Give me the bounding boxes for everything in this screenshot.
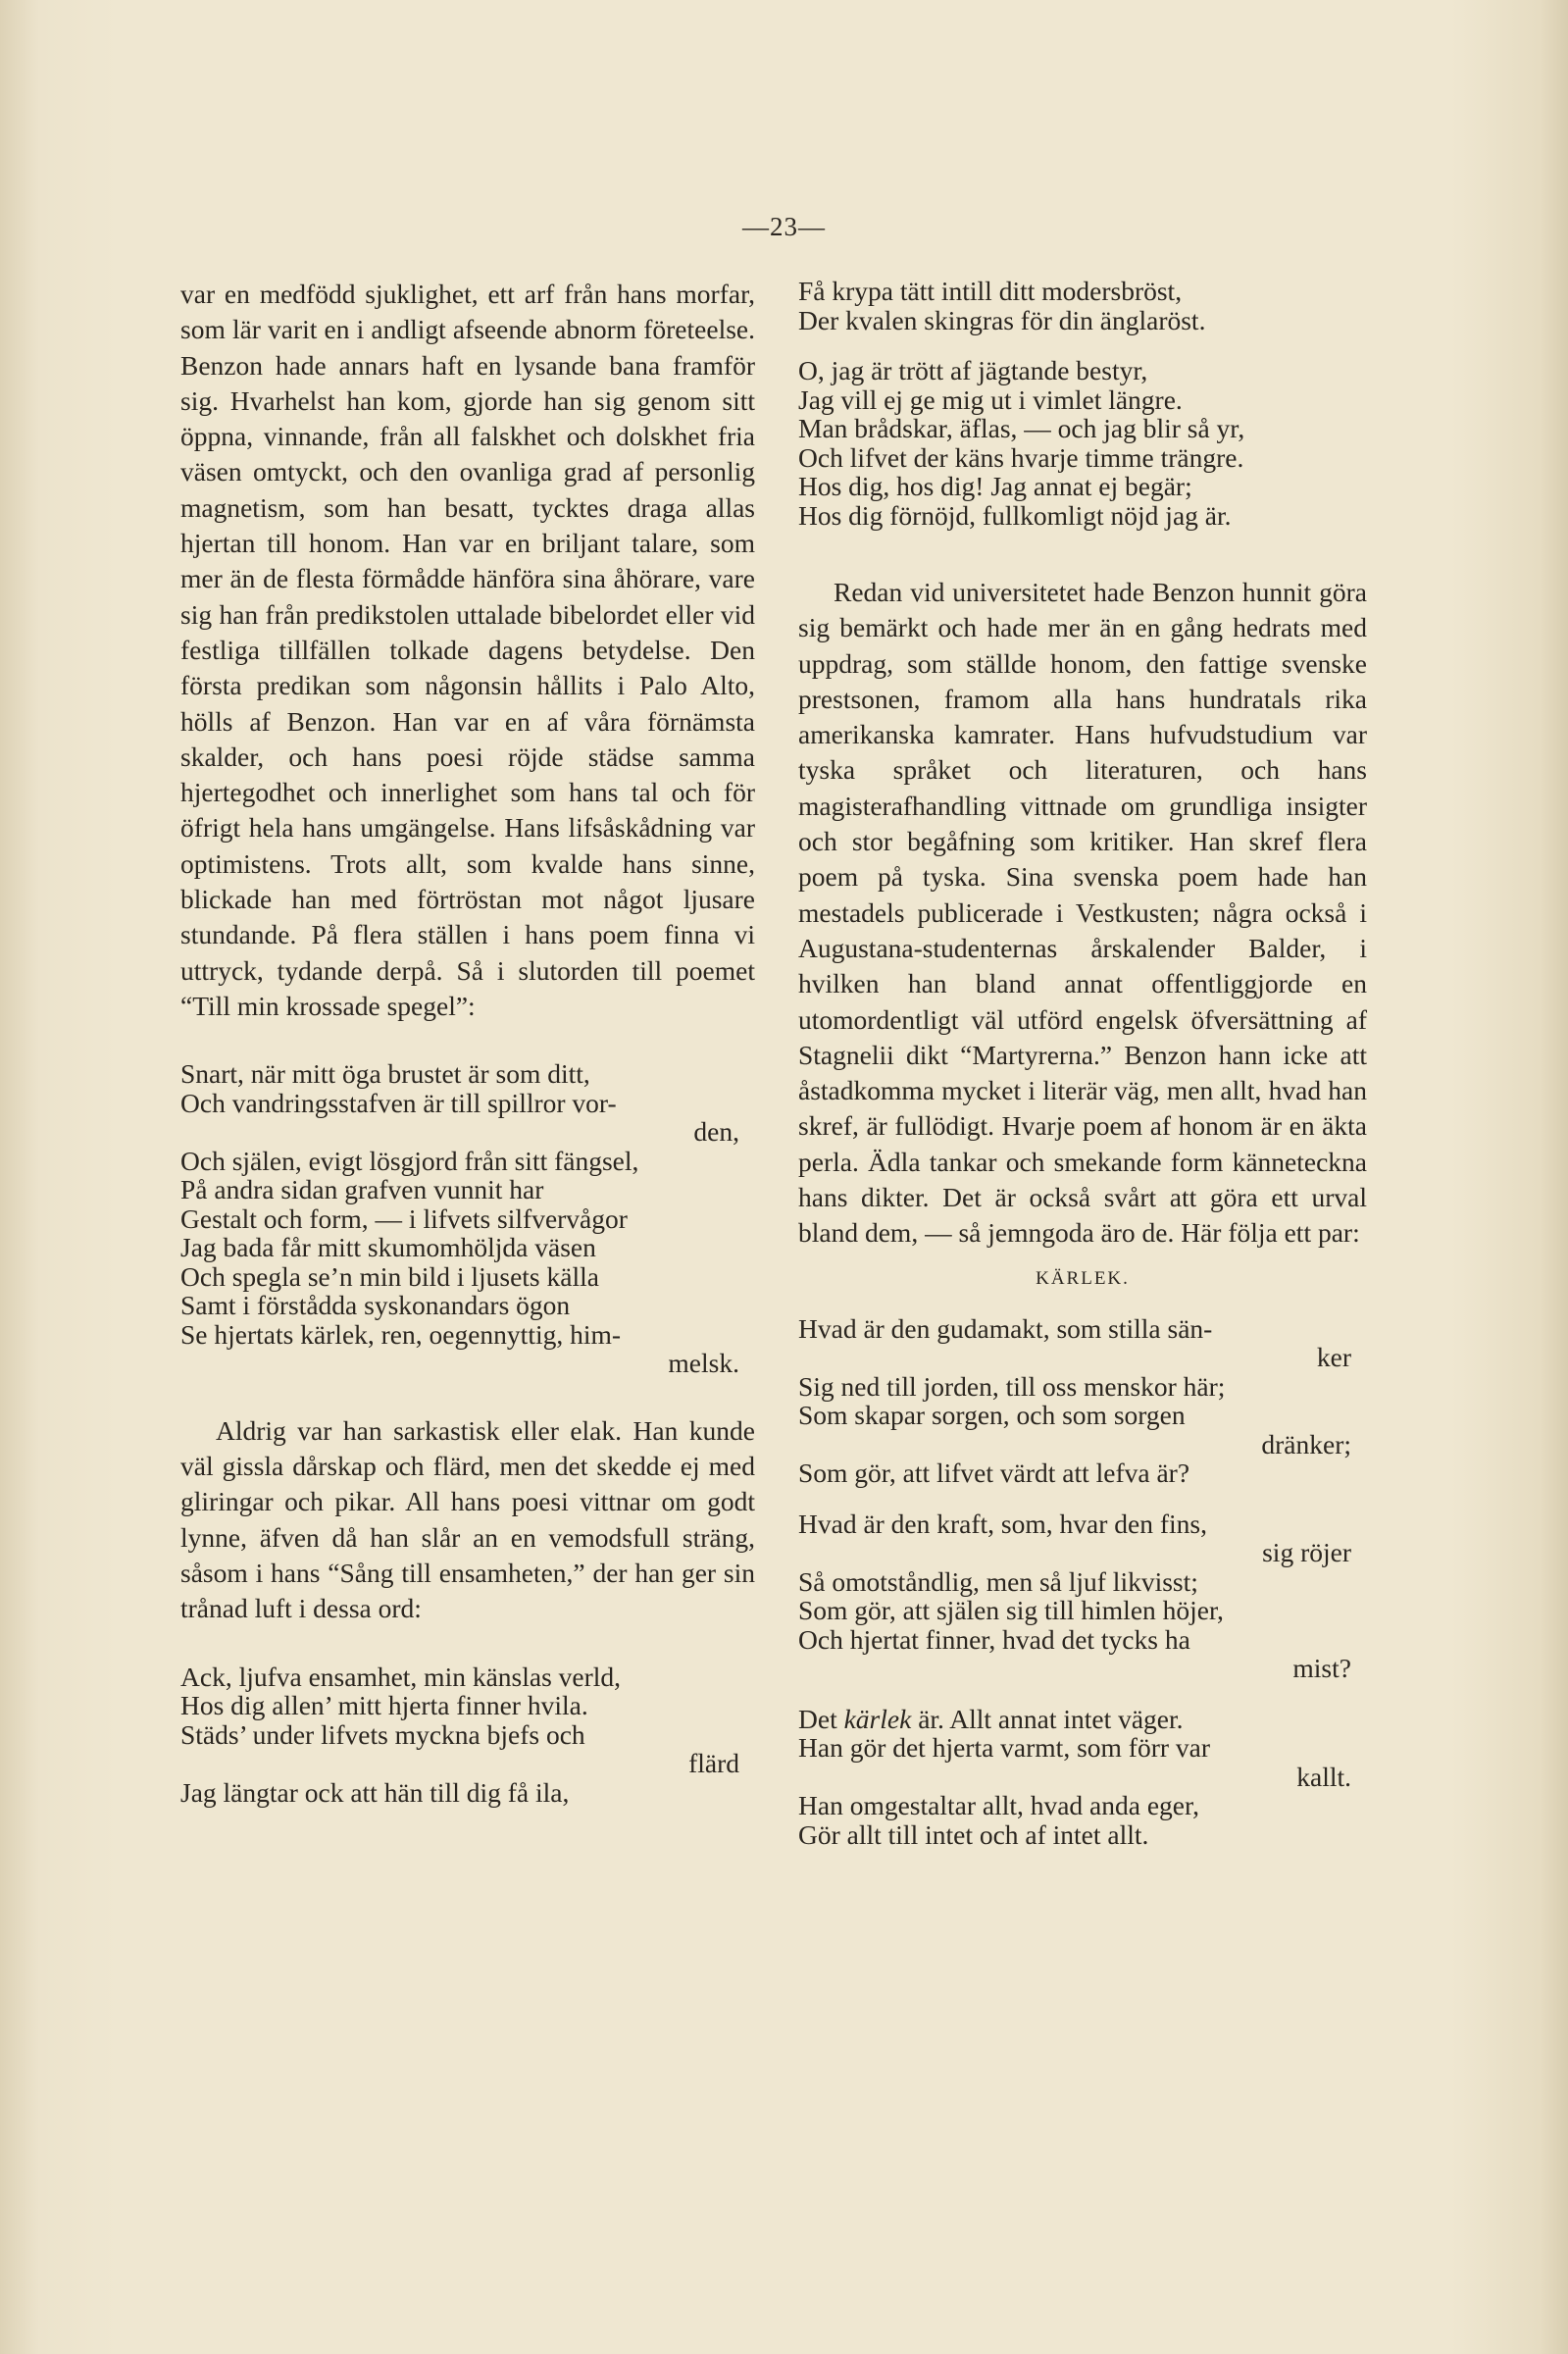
poem-line: Hvad är den gudamakt, som stilla sän-: [798, 1312, 1213, 1344]
poem-line: Gestalt och form, — i lifvets silfvervågor: [180, 1203, 628, 1234]
poem-line: Jag vill ej ge mig ut i vimlet längre.: [798, 384, 1183, 415]
poem-line-continuation: dränker;: [1261, 1428, 1351, 1459]
poem-line: Och själen, evigt lösgjord från sitt fängsel,: [180, 1145, 639, 1176]
poem-line: Hos dig förnöjd, fullkomligt nöjd jag är.: [798, 499, 1232, 531]
poem-text: Det: [798, 1703, 844, 1734]
poem-line: Så omotståndlig, men så ljuf likvisst;: [798, 1565, 1198, 1597]
poem-line: Se hjertats kärlek, ren, oegennyttig, him-: [180, 1318, 622, 1350]
poem-line: Gör allt till intet och af intet allt.: [798, 1818, 1149, 1850]
left-poem-spegel: [180, 1059, 755, 1378]
left-paragraph-2: Aldrig var han sarkastisk eller elak. Han kunde väl gissla dårskap och flärd, men det skedde ej med gliringar och pikar. All hans poesi vittnar om godt lynne, äfven då han slår an en vemodsfull sträng, såsom i hans “Sång till ensamheten,” der han ger sin trånad luft i dessa ord:: [180, 1414, 755, 1624]
poem-line: Han gör det hjerta varmt, som förr var: [798, 1732, 1210, 1764]
poem-line: Som gör, att själen sig till himlen höjer,: [798, 1595, 1224, 1626]
poem-line: Man brådskar, äflas, — och jag blir så yr,: [798, 413, 1245, 443]
right-column: [798, 277, 1367, 1849]
left-column: [180, 277, 755, 1807]
poem-line-continuation: kallt.: [1296, 1761, 1351, 1792]
poem-line: Jag längtar ock att hän till dig få ila,: [180, 1776, 570, 1808]
poem-line-continuation: den,: [693, 1116, 739, 1148]
poem-line: Och hjertat finner, hvad det tycks ha: [798, 1623, 1190, 1655]
poem-line-continuation: mist?: [1292, 1653, 1351, 1684]
karlek-stanza-2: [798, 1510, 1367, 1683]
right-paragraph-1: Redan vid universitetet hade Benzon hunnit göra sig bemärkt och hade mer än en gång hedrats med uppdrag, som ställde honom, den fattige svenske prestsonen, framom alla hans hundratals rika amerikanska kamrater. Hans hufvudstudium var tyska språket och literaturen, och hans magisterafhandling vittnade om grundliga insigter och stor begåfning som kritiker. Han skref flera poem på tyska. Sina svenska poem hade han mestadels publicerade i Vestkusten; några också i Augustana-studenternas årskalender Balder, i hvilken han bland annat offentliggjorde en utomordentligt väl utförd engelsk öfversättning af Stagnelii dikt “Martyrerna.” Benzon hann icke att åstadkomma mycket i literär väg, men allt, hvad han skref, är fullödigt. Hvarje poem af honom är en äkta perla. Ädla tankar och smekande form känneteckna hans dikter. Det är också svårt att göra ett urval bland dem, — så jemngoda äro de. Här följa ett par:: [798, 577, 1367, 1249]
left-paragraph-1: var en medfödd sjuklighet, ett arf från hans morfar, som lär varit en i andligt afseende abnorm företeelse. Benzon hade annars haft en lysande bana framför sig. Hvarhelst han kom, gjorde han sig genom sitt öppna, vinnande, från all falskhet och dolskhet fria väsen omtyckt, och den ovanliga grad af personlig magnetism, som han besatt, tycktes draga allas hjertan till honom. Han var en briljant talare, som mer än de flesta förmådde hänföra sina åhörare, vare sig han från predikstolen uttalade bibelordet eller vid festliga tillfällen tolkade dagens betydelse. Den första predikan som någonsin hållits i Palo Alto, hölls af Benzon. Han var en af våra förnämsta skalder, och hans poesi röjde städse samma hjertegodhet och innerlighet som hans tal och för öfrigt hela hans umgängelse. Hans lifsåskådning var optimistens. Trots allt, som kvalde hans sinne, blickade han med förtröstan mot något ljusare stundande. På flera ställen i hans poem finna vi uttryck, tydande derpå. Så i slutorden till poemet “Till min krossade spegel”:: [180, 279, 755, 1021]
left-poem-ensamhet: [180, 1663, 755, 1808]
poem-line: På andra sidan grafven vunnit har: [180, 1174, 544, 1205]
poem-line: Han omgestaltar allt, hvad anda eger,: [798, 1790, 1199, 1821]
poem-line: Samt i förstådda syskonandars ögon: [180, 1290, 571, 1321]
poem-heading: KÄRLEK.: [1036, 1267, 1130, 1289]
right-poem-stanza-1: [798, 277, 1367, 334]
poem-line: Der kvalen skingras för din änglaröst.: [798, 304, 1206, 335]
karlek-stanza-1: [798, 1314, 1367, 1488]
poem-line-continuation: sig röjer: [1262, 1537, 1351, 1568]
poem-line-continuation: ker: [1316, 1342, 1351, 1373]
poem-line: Och spegla se’n min bild i ljusets källa: [180, 1260, 599, 1292]
right-poem-stanza-2: [798, 356, 1367, 530]
poem-line: Jag bada får mitt skumomhöljda väsen: [180, 1232, 596, 1263]
poem-text: är. Allt annat intet väger.: [911, 1703, 1184, 1734]
poem-line: Sig ned till jorden, till oss menskor här;: [798, 1370, 1226, 1402]
poem-line: Snart, när mitt öga brustet är som ditt,: [180, 1058, 590, 1090]
poem-line: Som skapar sorgen, och som sorgen: [798, 1400, 1186, 1431]
poem-line: Hos dig allen’ mitt hjerta finner hvila.: [180, 1690, 588, 1721]
poem-line-continuation: flärd: [688, 1748, 739, 1779]
poem-line: Få krypa tätt intill ditt modersbröst,: [798, 276, 1183, 306]
poem-line: Hos dig, hos dig! Jag annat ej begär;: [798, 471, 1192, 501]
poem-line: Som gör, att lifvet värdt att lefva är?: [798, 1458, 1190, 1489]
poem-line: O, jag är trött af jägtande bestyr,: [798, 355, 1148, 385]
poem-emphasis: kärlek: [843, 1703, 912, 1734]
poem-line-continuation: melsk.: [668, 1348, 739, 1379]
page-number: —23—: [742, 212, 826, 241]
poem-line: Och lifvet der käns hvarje timme trängre.: [798, 441, 1244, 473]
poem-line: [798, 1705, 1367, 1734]
poem-line: Ack, ljufva ensamhet, min känslas verld,: [180, 1661, 622, 1692]
poem-line: Och vandringsstafven är till spillror vor-: [180, 1087, 617, 1118]
poem-line: Städs’ under lifvets myckna bjefs och: [180, 1718, 585, 1750]
karlek-stanza-3: [798, 1705, 1367, 1850]
poem-line: Hvad är den kraft, som, hvar den fins,: [798, 1508, 1207, 1539]
